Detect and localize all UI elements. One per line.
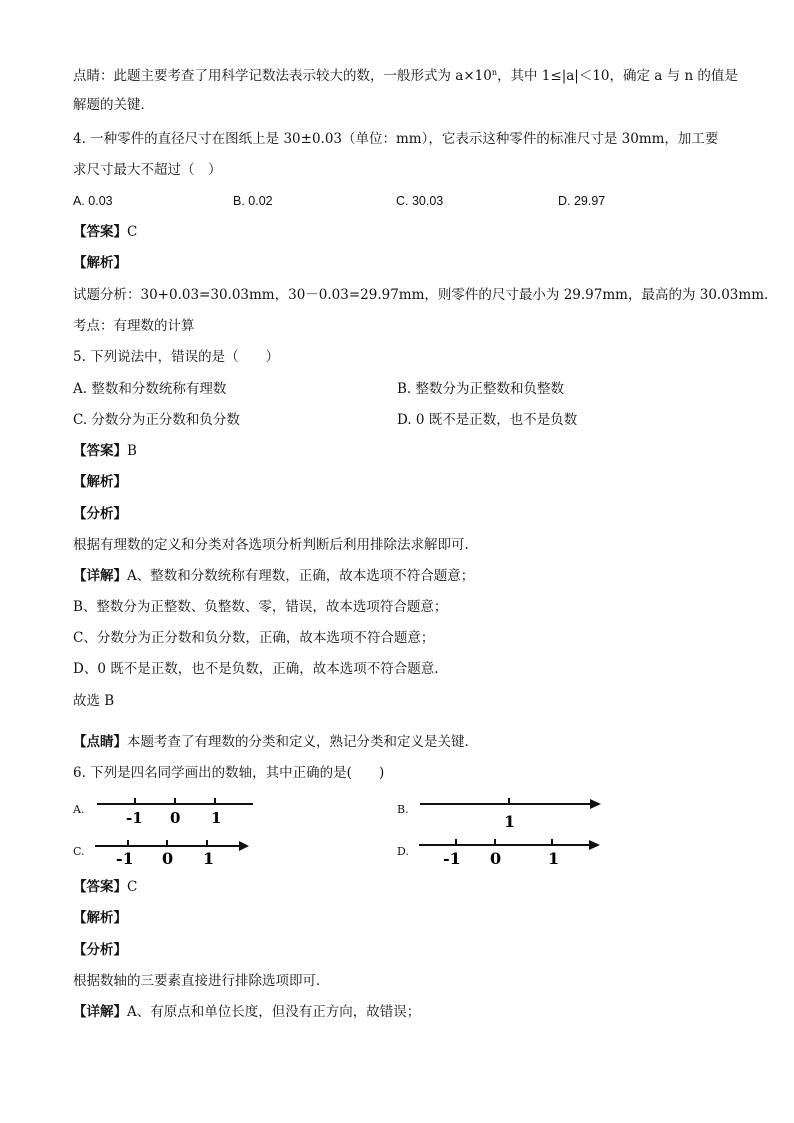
tick-label: 1 bbox=[548, 849, 560, 868]
axis-arrow bbox=[589, 840, 600, 850]
tick-label: 1 bbox=[203, 849, 215, 868]
axis-arrow bbox=[239, 841, 249, 851]
q5-fenxi-tag: 【分析】 bbox=[73, 506, 127, 522]
tick-label: -1 bbox=[126, 809, 143, 827]
tick-label: -1 bbox=[116, 849, 134, 868]
q5-detail-a: A、整数和分数统称有理数，正确，故本选项不符合题意； bbox=[127, 568, 475, 584]
q4-answer-value: C bbox=[127, 224, 138, 240]
question-6-stem: 6. 下列是四名同学画出的数轴，其中正确的是( ) bbox=[73, 765, 385, 781]
q5-answer-value: B bbox=[127, 443, 137, 459]
number-line-b bbox=[418, 795, 603, 831]
q5-dianjing: 本题考查了有理数的分类和定义，熟记分类和定义是关键． bbox=[127, 734, 478, 750]
q5-choose: 故选 B bbox=[73, 693, 115, 709]
q5-detail-d: D、0 既不是正数，也不是负数，正确，故本选项不符合题意. bbox=[73, 661, 439, 677]
question-5-stem: 5. 下列说法中，错误的是（ ） bbox=[73, 349, 280, 365]
question-4-stem-line-1: 4. 一种零件的直径尺寸在图纸上是 30±0.03（单位：mm），它表示这种零件的标准尺寸是 30mm，加工要 bbox=[73, 131, 719, 147]
q6-answer-line bbox=[73, 878, 137, 896]
q6-answer-value: C bbox=[127, 879, 138, 895]
tip-line-1 bbox=[73, 64, 738, 85]
q6-option-b-label: B. bbox=[397, 803, 409, 816]
q6-option-c-label: C. bbox=[73, 845, 85, 858]
question-4-stem-line-2: 求尺寸最大不超过（ ） bbox=[73, 162, 222, 178]
number-line-a bbox=[95, 795, 260, 827]
q4-option-a: A. 0.03 bbox=[73, 194, 113, 208]
answer-tag: 【答案】 bbox=[73, 224, 127, 240]
q5-option-a: A. 整数和分数统称有理数 bbox=[73, 381, 227, 397]
q6-option-a-label: A. bbox=[73, 803, 85, 816]
tick-label: 0 bbox=[170, 809, 181, 827]
tick-label: 0 bbox=[162, 849, 174, 868]
axis-arrow bbox=[590, 799, 601, 809]
answer-tag: 【答案】 bbox=[73, 879, 127, 895]
number-line-d bbox=[417, 836, 602, 870]
q4-answer-line bbox=[73, 223, 137, 241]
q4-analysis-tag: 【解析】 bbox=[73, 255, 127, 271]
q4-option-b: B. 0.02 bbox=[233, 194, 273, 208]
exponent-n: n bbox=[491, 68, 497, 77]
q6-detail-a: A、有原点和单位长度，但没有正方向，故错误； bbox=[127, 1004, 421, 1020]
tick-label: 1 bbox=[504, 812, 516, 831]
q4-option-d: D. 29.97 bbox=[558, 194, 606, 208]
tip-line-2: 解题的关键． bbox=[73, 97, 154, 113]
q4-option-c: C. 30.03 bbox=[396, 194, 444, 208]
q6-option-d-label: D. bbox=[397, 845, 409, 858]
q5-option-c: C. 分数分为正分数和负分数 bbox=[73, 412, 240, 428]
q6-detail-line-a bbox=[73, 1003, 420, 1021]
q5-fenxi-text: 根据有理数的定义和分类对各选项分析判断后利用排除法求解即可. bbox=[73, 537, 469, 553]
q5-detail-c: C、分数分为正分数和负分数，正确，故本选项不符合题意； bbox=[73, 630, 435, 646]
q5-dianjing-line bbox=[73, 733, 478, 751]
q5-analysis-tag: 【解析】 bbox=[73, 474, 127, 490]
q5-option-b: B. 整数分为正整数和负整数 bbox=[397, 381, 565, 397]
q5-option-d: D. 0 既不是正数，也不是负数 bbox=[397, 412, 578, 428]
q6-fenxi-text: 根据数轴的三要素直接进行排除选项即可． bbox=[73, 973, 330, 989]
q6-analysis-tag: 【解析】 bbox=[73, 910, 127, 926]
q4-kaodian: 考点：有理数的计算 bbox=[73, 318, 195, 334]
detail-tag: 【详解】 bbox=[73, 1004, 127, 1020]
tip-text-b: ，其中 1≤|a|＜10，确定 a 与 n 的值是 bbox=[497, 68, 738, 84]
detail-tag: 【详解】 bbox=[73, 568, 127, 584]
q5-answer-line bbox=[73, 442, 137, 460]
q6-fenxi-tag: 【分析】 bbox=[73, 942, 127, 958]
q4-explanation: 试题分析：30+0.03=30.03mm，30－0.03=29.97mm，则零件的尺寸最小为 29.97mm，最高的为 30.03mm. bbox=[73, 287, 769, 303]
tick-label: -1 bbox=[443, 849, 461, 868]
number-line-c bbox=[93, 838, 253, 870]
dianjing-tag: 【点睛】 bbox=[73, 734, 127, 750]
tick-label: 0 bbox=[490, 849, 502, 868]
tick-label: 1 bbox=[211, 809, 222, 827]
answer-tag: 【答案】 bbox=[73, 443, 127, 459]
tip-text-a: 点睛：此题主要考查了用科学记数法表示较大的数，一般形式为 a×10 bbox=[73, 68, 492, 84]
q5-detail-line-a bbox=[73, 567, 474, 585]
q5-detail-b: B、整数分为正整数、负整数、零，错误，故本选项符合题意； bbox=[73, 599, 448, 615]
